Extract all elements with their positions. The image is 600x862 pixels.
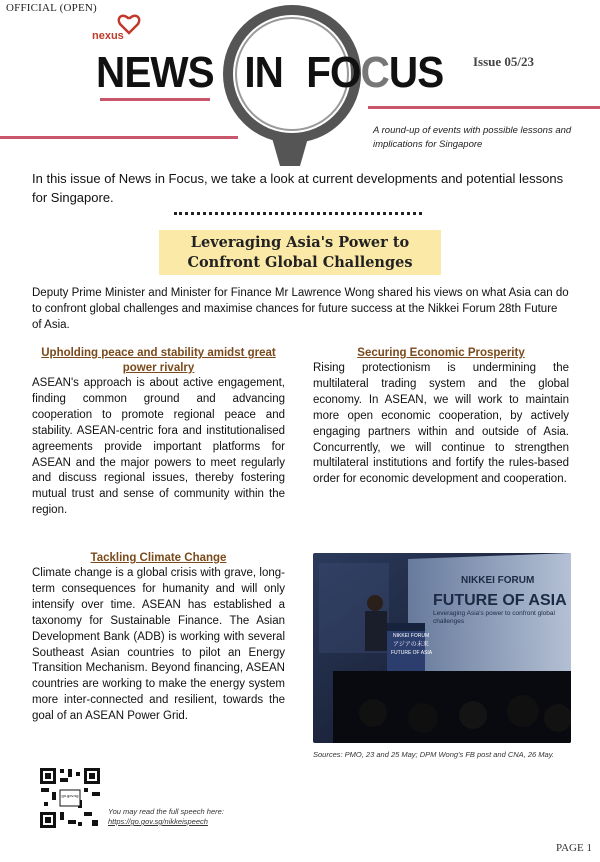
speech-link[interactable]: https://go.gov.sg/nikkeispeech — [108, 817, 208, 826]
banner-title: FUTURE OF ASIA — [433, 592, 567, 609]
section-peace-title: Upholding peace and stability amidst great power rivalry — [41, 347, 276, 374]
section-economy-text: Rising protectionism is undermining the multilateral trading system and the global economy. In ASEAN, we will work to maintain more open economic cooperation, by actively engaging partners within and outside of Asia. Concurrently, we will continue to strengthen multilateral institutions and fortify the rules-based order for economic development and cooperation. — [313, 362, 569, 486]
classification-label: OFFICIAL (OPEN) — [6, 2, 97, 14]
header-rule-left — [100, 98, 210, 101]
event-photo — [313, 553, 571, 743]
lead-paragraph: Deputy Prime Minister and Minister for Finance Mr Lawrence Wong shared his views on what Asia can do to confront global challenges and maximise chances for future success at the Nikkei Forum 28th Future of Asia. — [32, 287, 569, 331]
tagline: A round-up of events with possible lessons and implications for Singapore — [373, 125, 572, 150]
issue-number: Issue 05/23 — [473, 54, 535, 69]
section-economy — [313, 346, 569, 488]
headline-box — [159, 230, 441, 275]
podium-line-3: FUTURE OF ASIA — [391, 650, 433, 656]
section-economy-title: Securing Economic Prosperity — [357, 347, 525, 359]
masthead-us: US — [388, 48, 444, 97]
section-peace — [32, 346, 285, 519]
dotted-divider — [174, 212, 422, 215]
headline-line-2: Confront Global Challenges — [187, 254, 413, 271]
brand-name: nexus — [92, 30, 124, 42]
photo-illustration — [313, 553, 571, 743]
page-number: PAGE 1 — [556, 842, 592, 854]
masthead-in: IN — [244, 48, 283, 97]
section-climate-text: Climate change is a global crisis with grave, long-term consequences for humanity and will only intensify over time. ASEAN has established a taxonomy for Sustainable Finance. The Asian Development Bank (ADB) is working with several Southeast Asian countries to pilot an Energy Transition Mechanism. Beyond financing, ASEAN countries are working to make the energy system more inter-connected and resilient, towards the goal of an ASEAN Power Grid. — [32, 567, 285, 723]
section-climate — [32, 551, 285, 725]
masthead-fo: FO — [306, 48, 361, 97]
read-note-text: You may read the full speech here: — [108, 807, 224, 816]
banner-small: NIKKEI FORUM — [461, 575, 535, 586]
banner-subtitle: Leveraging Asia's power to confront global challenges — [433, 610, 555, 625]
masthead-title — [96, 48, 443, 98]
headline-line-1: Leveraging Asia's Power to — [190, 234, 410, 251]
podium-line-2: アジアの未来 — [393, 641, 429, 648]
masthead-c: C — [360, 48, 389, 97]
section-climate-title: Tackling Climate Change — [90, 552, 227, 564]
intro-text: In this issue of News in Focus, we take a look at current developments and potential lessons for Singapore. — [32, 171, 564, 205]
podium-line-1: NIKKEI FORUM — [393, 633, 430, 639]
qr-label: go.gov.sg — [61, 793, 79, 798]
photo-caption: Sources: PMO, 23 and 25 May; DPM Wong's FB post and CNA, 26 May. — [313, 750, 554, 759]
section-peace-text: ASEAN's approach is about active engagement, finding common ground and advancing cooperation to promote regional peace and stability. ASEAN-centric fora and institutionalised agreements provide important platforms for ASEAN and the major powers to meet regularly and discuss regional issues, thereby fostering mutual trust and sense of community within the region. — [32, 377, 285, 517]
masthead-news: NEWS — [96, 48, 214, 97]
qr-code-icon — [38, 766, 102, 830]
read-note — [108, 807, 224, 827]
header-rule-right — [368, 106, 600, 109]
qr-code[interactable] — [38, 766, 102, 830]
